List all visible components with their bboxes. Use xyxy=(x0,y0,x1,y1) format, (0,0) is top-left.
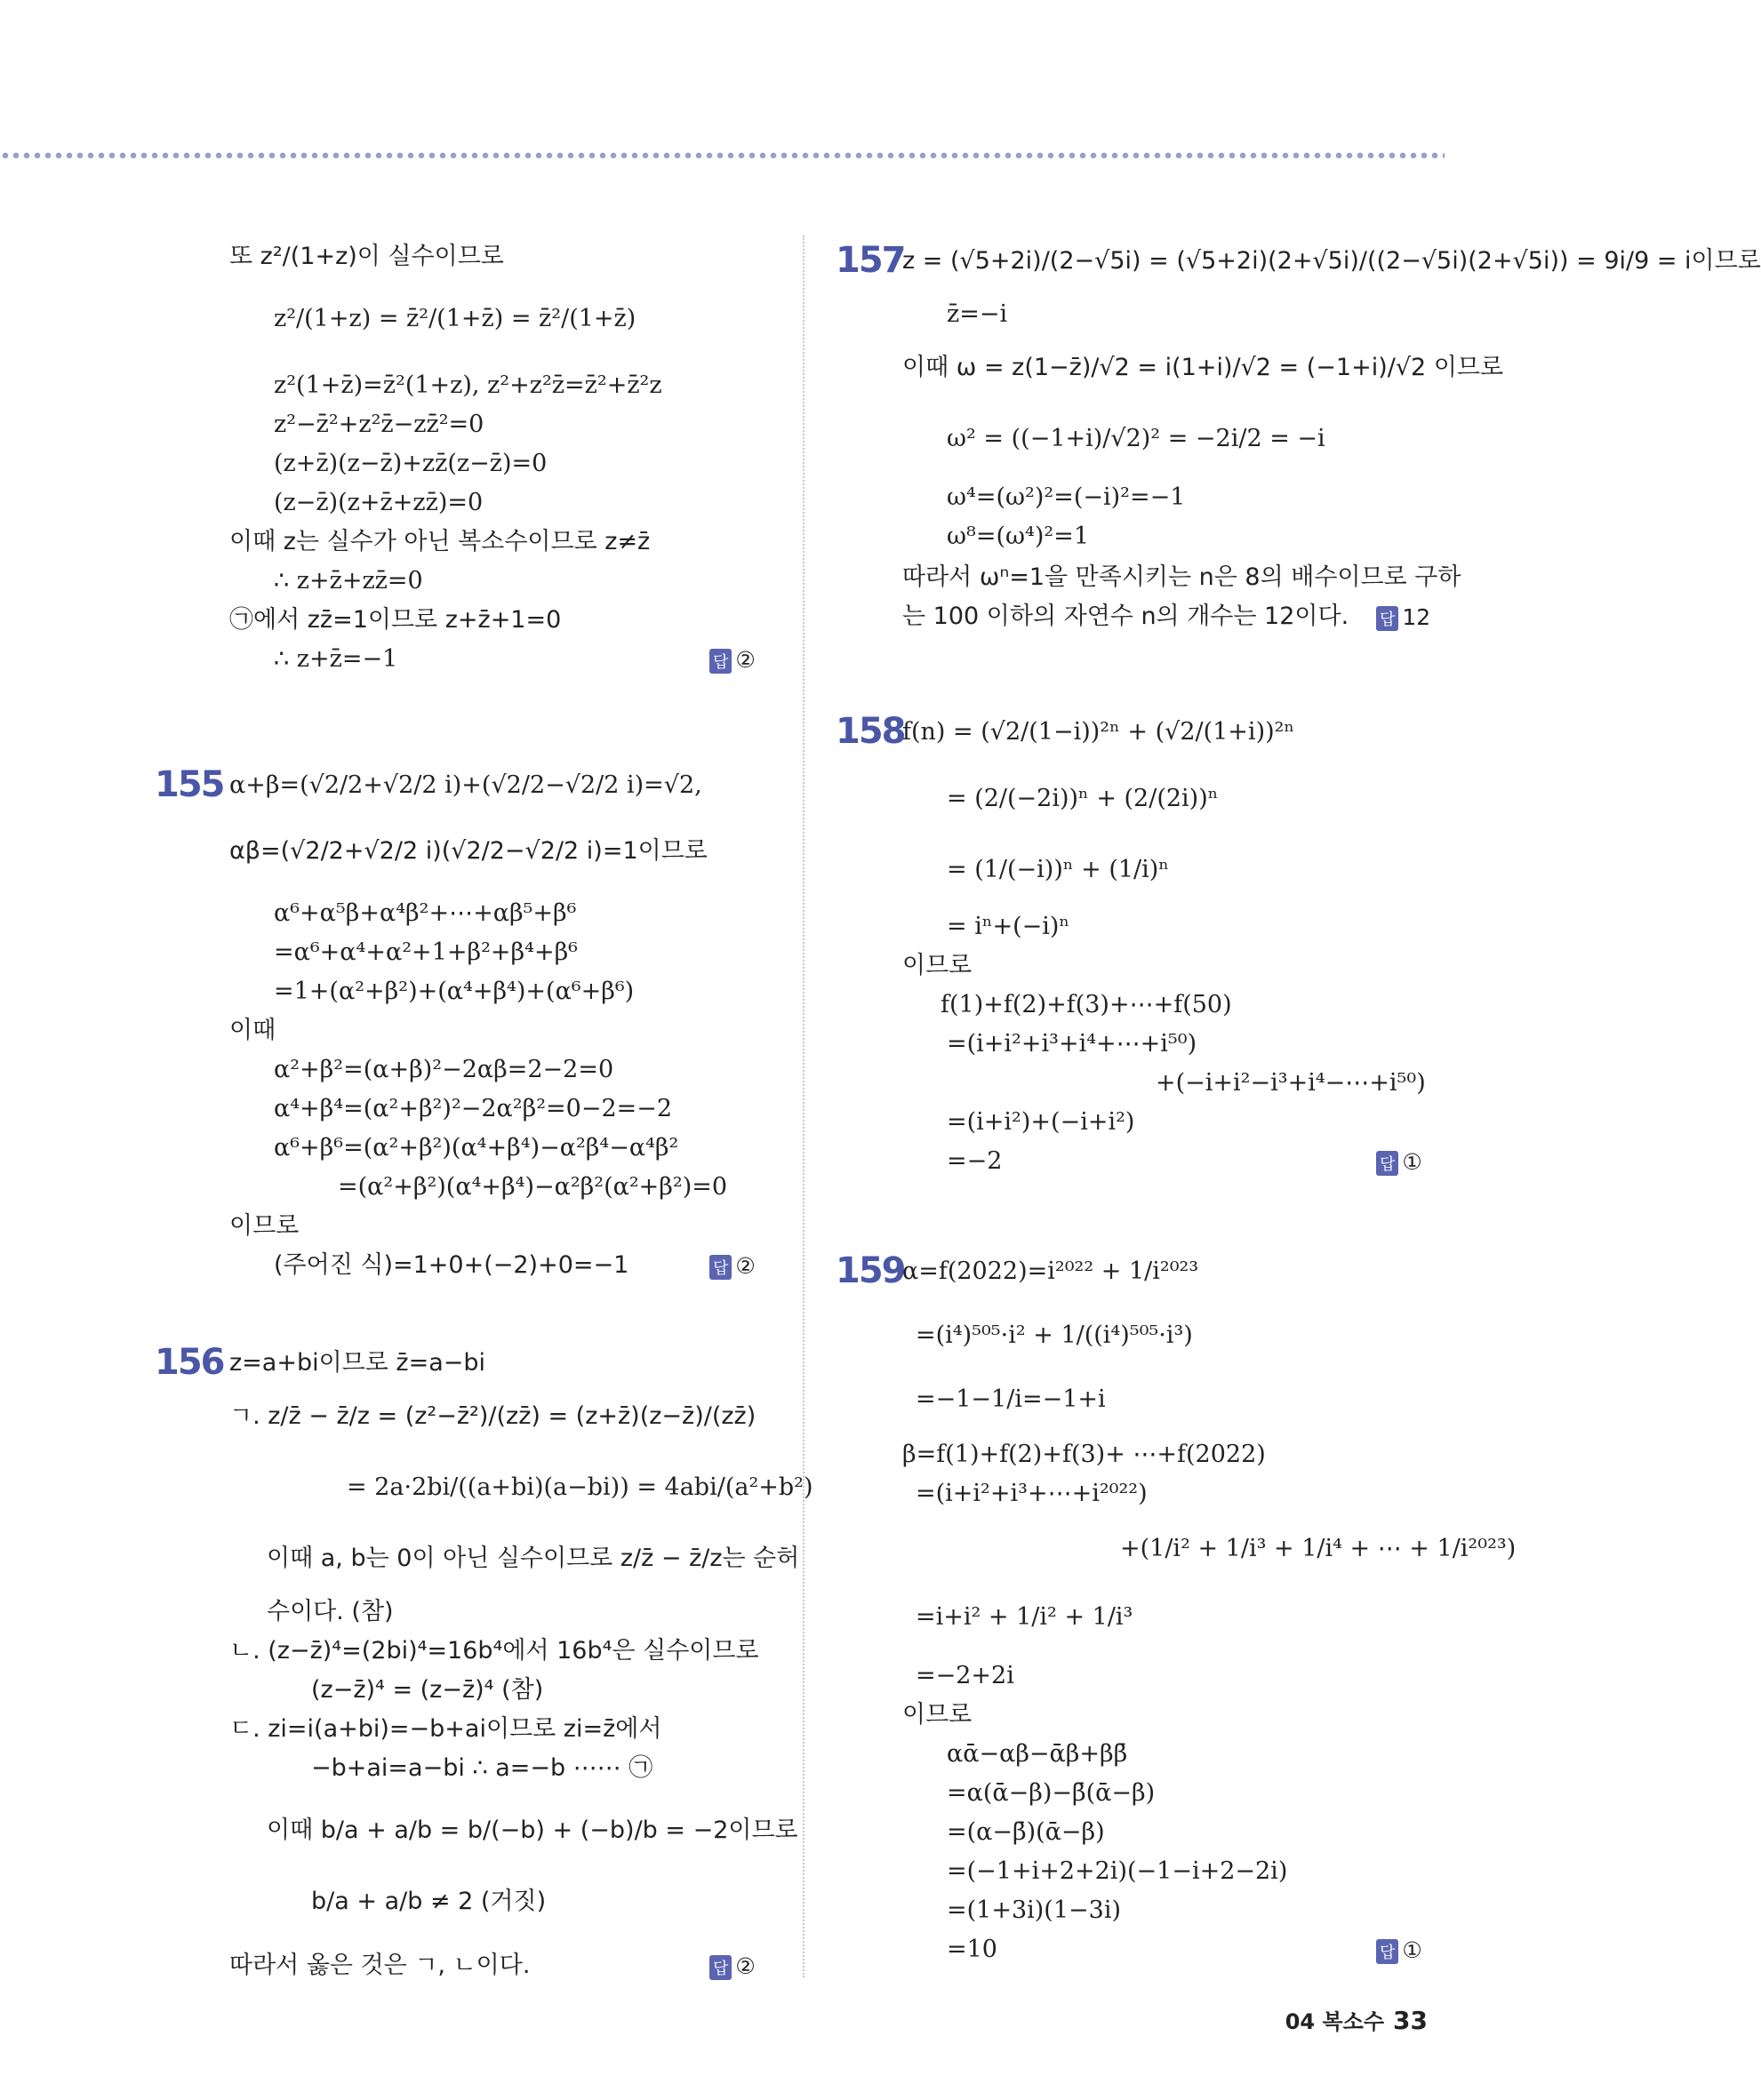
math-line: =10 xyxy=(947,1936,997,1963)
problem-number-155: 155 xyxy=(155,764,224,805)
math-line: ω⁸=(ω⁴)²=1 xyxy=(947,523,1089,550)
math-line: =(i+i²)+(−i+i²) xyxy=(947,1108,1135,1136)
math-line: 따라서 옳은 것은 ㄱ, ㄴ이다. xyxy=(229,1952,531,1979)
math-line: 수이다. (참) xyxy=(267,1598,394,1625)
math-line: ω² = ((−1+i)/√2)² = −2i/2 = −i xyxy=(947,425,1325,452)
math-line: 이므로 xyxy=(902,952,973,979)
math-line: 이때 b/a + a/b = b/(−b) + (−b)/b = −2이므로 xyxy=(267,1817,798,1844)
math-line: = 2a·2bi/((a+bi)(a−bi)) = 4abi/(a²+b²) xyxy=(347,1473,813,1501)
math-line: β=f(1)+f(2)+f(3)+ ⋯+f(2022) xyxy=(902,1441,1266,1468)
math-line: 따라서 ωⁿ=1을 만족시키는 n은 8의 배수이므로 구하 xyxy=(902,563,1461,591)
math-line: =(α²+β²)(α⁴+β⁴)−α²β²(α²+β²)=0 xyxy=(338,1173,728,1201)
math-line: α=f(2022)=i²⁰²² + 1/i²⁰²³ xyxy=(902,1258,1199,1285)
math-line: =−2 xyxy=(947,1147,1003,1175)
math-line: ㄴ. (z−z̄)⁴=(2bi)⁴=16b⁴에서 16b⁴은 실수이므로 xyxy=(229,1637,759,1665)
answer-158: 답 ① xyxy=(1376,1149,1422,1176)
math-line: α⁶+α⁵β+α⁴β²+⋯+αβ⁵+β⁶ xyxy=(274,899,577,927)
math-line: z²/(1+z) = z̄²/(1+z̄) = z̄²/(1+z̄) xyxy=(274,305,636,332)
math-line: =i+i² + 1/i² + 1/i³ xyxy=(916,1603,1133,1631)
page-footer xyxy=(1285,2004,1428,2035)
answer-intro: 답 ② xyxy=(709,647,756,674)
math-line: ω⁴=(ω²)²=(−i)²=−1 xyxy=(947,483,1186,511)
math-line: =−1−1/i=−1+i xyxy=(916,1385,1106,1413)
math-line: =α⁶+α⁴+α²+1+β²+β⁴+β⁶ xyxy=(274,938,579,966)
math-line: αᾱ−αβ−ᾱβ+ββ̄ xyxy=(947,1740,1128,1768)
chapter-title: 04 복소수 xyxy=(1285,2009,1385,2034)
math-line: 이때 ω = z(1−z̄)/√2 = i(1+i)/√2 = (−1+i)/√2 이므로 xyxy=(902,354,1504,381)
math-line: ∴ z+z̄+zz̄=0 xyxy=(274,567,423,595)
math-line: 이때 xyxy=(229,1017,276,1044)
problem-number-157: 157 xyxy=(836,240,905,281)
math-line: =α(ᾱ−β)−β̄(ᾱ−β) xyxy=(947,1779,1156,1807)
math-line: =(i+i²+i³+i⁴+⋯+i⁵⁰) xyxy=(947,1030,1197,1058)
math-line: ㄷ. zi=i(a+bi)=−b+ai이므로 zi=z̄에서 xyxy=(229,1715,662,1743)
math-line: 이때 z는 실수가 아닌 복소수이므로 z≠z̄ xyxy=(229,528,651,555)
math-line: =(α−β̄)(ᾱ−β) xyxy=(947,1818,1105,1846)
math-line: = iⁿ+(−i)ⁿ xyxy=(947,913,1070,940)
math-line: 또 z²/(1+z)이 실수이므로 xyxy=(229,243,504,270)
math-line: 이므로 xyxy=(902,1701,973,1729)
math-line: (z−z̄)⁴ = (z−z̄)⁴ (참) xyxy=(311,1676,544,1704)
math-line: z = (√5+2i)/(2−√5i) = (√5+2i)(2+√5i)/((2−√5i)(2+√5i)) = 9i/9 = i이므로 xyxy=(902,247,1761,275)
problem-number-159: 159 xyxy=(836,1250,905,1291)
math-line: =−2+2i xyxy=(916,1662,1014,1689)
math-line: ㄱ. z/z̄ − z̄/z = (z²−z̄²)/(zz̄) = (z+z̄)(z−z̄)/(zz̄) xyxy=(229,1402,756,1430)
math-line: = (1/(−i))ⁿ + (1/i)ⁿ xyxy=(947,856,1170,883)
math-line: =(i+i²+i³+⋯+i²⁰²²) xyxy=(916,1480,1148,1507)
math-line: (주어진 식)=1+0+(−2)+0=−1 xyxy=(274,1251,629,1279)
top-dotted-rule xyxy=(0,151,1445,160)
answer-155: 답 ② xyxy=(709,1253,756,1280)
math-line: =(1+3i)(1−3i) xyxy=(947,1896,1121,1924)
column-divider xyxy=(803,236,804,1977)
math-line: =(−1+i+2+2i)(−1−i+2−2i) xyxy=(947,1857,1288,1885)
math-line: z=a+bi이므로 z̄=a−bi xyxy=(229,1349,486,1377)
page-number: 33 xyxy=(1393,2006,1428,2035)
math-line: 이때 a, b는 0이 아닌 실수이므로 z/z̄ − z̄/z는 순허 xyxy=(267,1545,800,1572)
math-line: ∴ z+z̄=−1 xyxy=(274,645,398,673)
math-line: αβ=(√2/2+√2/2 i)(√2/2−√2/2 i)=1이므로 xyxy=(229,837,708,865)
math-line: 는 100 이하의 자연수 n의 개수는 12이다. xyxy=(902,603,1349,630)
math-line: ㉠에서 zz̄=1이므로 z+z̄+1=0 xyxy=(229,606,562,634)
math-line: +(−i+i²−i³+i⁴−⋯+i⁵⁰) xyxy=(1156,1069,1426,1097)
math-line: z²−z̄²+z²z̄−zz̄²=0 xyxy=(274,411,484,438)
math-line: =(i⁴)⁵⁰⁵·i² + 1/((i⁴)⁵⁰⁵·i³) xyxy=(916,1321,1193,1349)
math-line: b/a + a/b ≠ 2 (거짓) xyxy=(311,1888,547,1915)
math-line: α+β=(√2/2+√2/2 i)+(√2/2−√2/2 i)=√2, xyxy=(229,771,702,799)
problem-number-156: 156 xyxy=(155,1342,224,1383)
math-line: α⁴+β⁴=(α²+β²)²−2α²β²=0−2=−2 xyxy=(274,1095,673,1122)
math-line: z²(1+z̄)=z̄²(1+z), z²+z²z̄=z̄²+z̄²z xyxy=(274,371,662,399)
math-line: f(n) = (√2/(1−i))²ⁿ + (√2/(1+i))²ⁿ xyxy=(902,718,1295,746)
math-line: = (2/(−2i))ⁿ + (2/(2i))ⁿ xyxy=(947,785,1219,812)
math-line: (z−z̄)(z+z̄+zz̄)=0 xyxy=(274,489,484,516)
math-line: z̄=−i xyxy=(947,300,1008,328)
math-line: f(1)+f(2)+f(3)+⋯+f(50) xyxy=(941,991,1232,1018)
answer-156: 답 ② xyxy=(709,1953,756,1980)
math-line: −b+ai=a−bi ∴ a=−b ⋯⋯ ㉠ xyxy=(311,1754,653,1782)
answer-157: 답 12 xyxy=(1376,604,1430,631)
math-line: α²+β²=(α+β)²−2αβ=2−2=0 xyxy=(274,1056,614,1083)
math-line: (z+z̄)(z−z̄)+zz̄(z−z̄)=0 xyxy=(274,450,548,477)
answer-159: 답 ① xyxy=(1376,1937,1422,1964)
math-line: 이므로 xyxy=(229,1212,300,1240)
problem-number-158: 158 xyxy=(836,711,905,752)
math-line: =1+(α²+β²)+(α⁴+β⁴)+(α⁶+β⁶) xyxy=(274,978,635,1005)
math-line: α⁶+β⁶=(α²+β²)(α⁴+β⁴)−α²β⁴−α⁴β² xyxy=(274,1134,679,1162)
math-line: +(1/i² + 1/i³ + 1/i⁴ + ⋯ + 1/i²⁰²³) xyxy=(1120,1535,1517,1562)
